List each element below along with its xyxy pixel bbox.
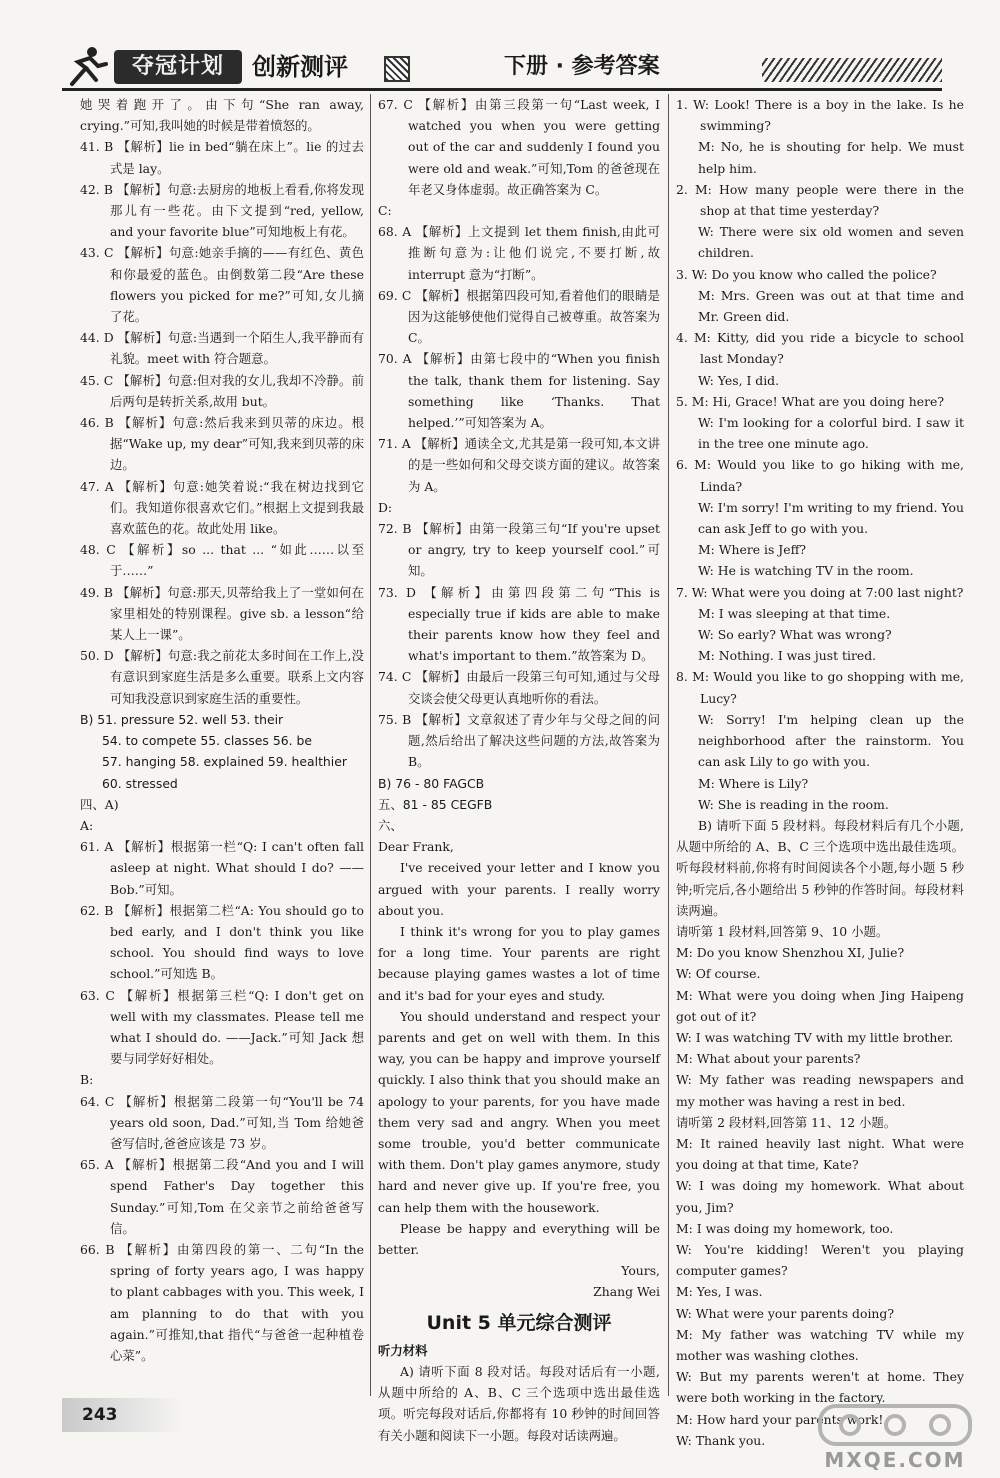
answer-item: 61. A 【解析】根据第一栏“Q: I can't often fall asleep at night. What should I do? ——Bob.”可知。: [80, 839, 364, 897]
letter-paragraph: I've received your letter and I know you argued with your parents. I really worry about you.: [378, 860, 660, 918]
watermark-logo-icon: [800, 1400, 990, 1450]
dialogue-line: M: Do you know Shenzhou XI, Julie?: [676, 945, 905, 961]
watermark-text: MXQE.COM: [824, 1448, 966, 1472]
dialogue-line: M: Mrs. Green was out at that time and Mr. Green did.: [698, 287, 964, 325]
dialogue-line: W: My father was reading newspapers and my mother was having a rest in bed.: [676, 1072, 964, 1109]
answer-column-2: [378, 94, 660, 1446]
page-number: 243: [62, 1398, 182, 1432]
runner-logo-icon: [62, 44, 110, 88]
answer-item: 66. B 【解析】由第四段的第一、二句“In the spring of forty years ago, I was happy to plant cabbages with you. This week, I am planning to do that with you again.”可推知,that 指代“与爸爸一起种植卷心菜”。: [80, 1241, 364, 1363]
answer-column-3: [676, 94, 964, 1451]
dialogue-line: M: Nothing. I was just tired.: [698, 648, 877, 664]
dialogue-line: M: What about your parents?: [676, 1051, 861, 1067]
page-header: [62, 40, 942, 92]
answer-column-1: [80, 94, 364, 1366]
answer-key-line: 五、81 - 85 CEGFB: [378, 796, 493, 812]
brand-name: 夺冠计划: [114, 50, 242, 84]
letter-signature: Zhang Wei: [593, 1284, 660, 1300]
answer-item: 46. B 【解析】句意:然后我来到贝蒂的床边。根据“Wake up, my dear”可知,我来到贝蒂的床边。: [80, 415, 364, 473]
answer-item: 47. A 【解析】句意:她笑着说:“我在树边找到它们。我知道你很喜欢它们。”根据上文提到我最喜欢蓝色的花。故此处用 like。: [80, 478, 364, 537]
letter-salutation: Dear Frank,: [378, 839, 454, 855]
dialogue-line: 7. W: What were you doing at 7:00 last night?: [676, 584, 964, 600]
dialogue-line: W: Sorry! I'm helping clean up the neighborhood after the rainstorm. You can ask Lily to go with you.: [698, 711, 964, 770]
answer-item: 65. A 【解析】根据第二段“And you and I will spend Father's Day together this Sunday.”可知,Tom 在父亲节之前给爸爸写信。: [80, 1157, 364, 1236]
dialogue-line: W: She is reading in the room.: [698, 796, 889, 812]
answer-item: 42. B 【解析】句意:去厨房的地板上看看,你将发现那儿有一些花。由下文提到“red, yellow, and your favorite blue”可知地板上有花。: [80, 181, 364, 240]
fill-in-answers: 54. to compete 55. classes 56. be: [102, 733, 312, 749]
answer-item: 69. C 【解析】根据第四段可知,看着他们的眼睛是因为这能够使他们觉得自己被尊重。故答案为 C。: [378, 287, 660, 346]
dialogue-line: W: He is watching TV in the room.: [698, 563, 914, 579]
answer-item: 45. C 【解析】句意:但对我的女儿,我却不冷静。前后两句是转折关系,故用 but。: [80, 372, 364, 409]
dialogue-line: M: No, he is shouting for help. We must help him.: [698, 139, 964, 176]
letter-paragraph: I think it's wrong for you to play games for a long time. Your parents are right because playing games wastes a lot of time and it's bad for your eyes and study.: [378, 923, 660, 1003]
material-heading: 请听第 1 段材料,回答第 9、10 小题。: [676, 923, 889, 939]
dialogue-line: 2. M: How many people were there in the shop at that time yesterday?: [676, 181, 964, 219]
dialogue-line: M: I was doing my homework, too.: [676, 1220, 894, 1236]
answer-item: 75. B 【解析】文章叙述了青少年与父母之间的问题,然后给出了解决这些问题的方法,故答案为 B。: [378, 711, 660, 770]
dialogue-line: M: I was sleeping at that time.: [698, 605, 891, 621]
answer-item: 67. C 【解析】由第三段第一句“Last week, I watched you when you were getting out of the car and suddenly I found you were old and weak.”可知,Tom 的爸爸现在年老又身体虚弱。故正确答案为 C。: [378, 97, 660, 197]
answer-item: 43. C 【解析】句意:她亲手摘的——有红色、黄色和你最爱的蓝色。由倒数第二段“Are these flowers you picked for me?”可知,女儿摘了花。: [80, 245, 364, 325]
dialogue-line: M: Yes, I was.: [676, 1284, 763, 1300]
dialogue-line: M: Where is Lily?: [698, 775, 809, 791]
dialogue-line: 8. M: Would you like to go shopping with me, Lucy?: [676, 669, 964, 706]
page-section-title: 下册 · 参考答案: [504, 54, 660, 79]
dialogue-line: W: I'm sorry! I'm writing to my friend. You can ask Jeff to go with you.: [698, 499, 964, 537]
answer-item: 41. B 【解析】lie in bed“躺在床上”。lie 的过去式是 lay。: [80, 139, 364, 176]
letter-closing: Yours,: [621, 1263, 660, 1279]
letter-paragraph: You should understand and respect your parents and get on well with them. In this way, you can be happy and improve yourself quickly. I also think that you should make an apology to your parents, for you have made them very sad and angry. When you meet some trouble, you'd better communicate with them. Don't play games anymore, study hard and never give up. If you're free, you can help them with the housework.: [378, 1008, 660, 1215]
dialogue-line: M: What were you doing when Jing Haipeng got out of it?: [676, 987, 964, 1024]
dialogue-line: 1. W: Look! There is a boy in the lake. Is he swimming?: [676, 97, 964, 134]
section-label: D:: [378, 499, 393, 515]
dialogue-line: W: I was watching TV with my little brother.: [676, 1029, 954, 1045]
dialogue-line: W: Of course.: [676, 966, 761, 982]
dialogue-line: W: There were six old women and seven children.: [698, 224, 964, 261]
answer-item: 44. D 【解析】句意:当遇到一个陌生人,我平静而有礼貌。meet with 符合题意。: [80, 330, 364, 367]
section-label: A:: [80, 817, 94, 833]
listening-section-title: 听力材料: [378, 1342, 428, 1358]
answer-item: 64. C 【解析】根据第二段第一句“You'll be 74 years old soon, Dad.”可知,当 Tom 给她爸爸写信时,爸爸应该是 73 岁。: [80, 1093, 364, 1151]
dialogue-line: W: I'm looking for a colorful bird. I saw it in the tree one minute ago.: [698, 415, 964, 452]
section-label: B:: [80, 1072, 94, 1088]
dialogue-line: W: So early? What was wrong?: [698, 627, 892, 643]
listening-instructions: B) 请听下面 5 段材料。每段材料后有几个小题,从题中所给的 A、B、C 三个选项中选出最佳选项。听每段材料前,你将有时间阅读各个小题,每小题 5 秒钟;听完后,各小题给出 5 秒钟的作答时间。每段材料读两遍。: [676, 817, 964, 918]
section-label: 六、: [378, 817, 403, 833]
answer-item: 50. D 【解析】句意:我之前花太多时间在工作上,没有意识到家庭生活是多么重要。联系上文内容可知我没意识到家庭生活的重要性。: [80, 648, 364, 706]
header-hatch-decoration: [762, 58, 942, 82]
answer-item: 49. B 【解析】句意:那天,贝蒂给我上了一堂如何在家里相处的特别课程。give sb. a lesson“给某人上一课”。: [80, 584, 364, 643]
letter-paragraph: Please be happy and everything will be better.: [378, 1220, 660, 1257]
dialogue-line: W: Thank you.: [676, 1432, 766, 1448]
listening-instructions: A) 请听下面 8 段对话。每段对话后有一小题,从题中所给的 A、B、C 三个选项中选出最佳选项。听完每段对话后,你都将有 10 秒钟的时间回答有关小题和阅读下一小题。每段对话读两遍。: [378, 1363, 660, 1443]
dialogue-line: 3. W: Do you know who called the police?: [676, 266, 937, 282]
dialogue-line: W: Yes, I did.: [698, 372, 780, 388]
answer-item: 68. A 【解析】上文提到 let them finish,由此可推断句意为:让他们说完,不要打断,故 interrupt 意为“打断”。: [378, 224, 660, 282]
book-icon: [384, 56, 410, 82]
dialogue-line: 5. M: Hi, Grace! What are you doing here?: [676, 393, 945, 409]
material-heading: 请听第 2 段材料,回答第 11、12 小题。: [676, 1114, 897, 1130]
answer-item: 62. B 【解析】根据第二栏“A: You should go to bed early, and I don't think you like school. You should find ways to love school.”可知选 B。: [80, 902, 364, 982]
answer-item: 48. C 【解析】so ... that ... “如此……以至于……”: [80, 542, 364, 579]
dialogue-line: W: What were your parents doing?: [676, 1305, 894, 1321]
dialogue-line: M: My father was watching TV while my mother was washing clothes.: [676, 1326, 964, 1363]
section-label: 四、A): [80, 796, 119, 812]
fill-in-answers: 60. stressed: [102, 775, 178, 791]
fill-in-answers: B) 51. pressure 52. well 53. their: [80, 711, 284, 727]
dialogue-line: W: You're kidding! Weren't you playing computer games?: [676, 1241, 964, 1279]
brand-subtitle: 创新测评: [252, 53, 348, 81]
fill-in-answers: 57. hanging 58. explained 59. healthier: [102, 754, 347, 770]
dialogue-line: 6. M: Would you like to go hiking with me, Linda?: [676, 457, 964, 494]
column-divider: [668, 94, 669, 1396]
section-label: C:: [378, 203, 392, 219]
answer-item: 72. B 【解析】由第一段第三句“If you're upset or angry, try to keep yourself cool.”可知。: [378, 521, 660, 579]
header-rule: [62, 88, 942, 91]
answer-item: 63. C 【解析】根据第三栏“Q: I don't get on well with my classmates. Please tell me what I should do. ——Jack.”可知 Jack 想要与同学好好相处。: [80, 987, 364, 1067]
unit-title: Unit 5 单元综合测评: [426, 1311, 612, 1334]
dialogue-line: M: Where is Jeff?: [698, 542, 807, 558]
answer-key-line: B) 76 - 80 FAGCB: [378, 775, 485, 791]
answer-item: 73. D 【解析】由第四段第二句“This is especially true if kids are able to make their parents know how they feel and what's important to them.”故答案为 D。: [378, 584, 660, 664]
column-divider: [370, 94, 371, 1396]
dialogue-line: M: How hard your parents work!: [676, 1411, 884, 1427]
dialogue-line: W: But my parents weren't at home. They were both working in the factory.: [676, 1369, 964, 1406]
answer-item: 71. A 【解析】通读全文,尤其是第一段可知,本文讲的是一些如何和父母交谈方面的建议。故答案为 A。: [378, 436, 660, 494]
answer-item: 70. A 【解析】由第七段中的“When you finish the talk, thank them for listening. Say something like ‘Thanks. That helped.’”可知答案为 A。: [378, 351, 660, 431]
dialogue-line: W: I was doing my homework. What about you, Jim?: [676, 1178, 964, 1215]
dialogue-line: M: It rained heavily last night. What were you doing at that time, Kate?: [676, 1135, 964, 1173]
dialogue-line: 4. M: Kitty, did you ride a bicycle to school last Monday?: [676, 330, 964, 367]
answer-text: 她哭着跑开了。由下句“She ran away, crying.”可知,我叫她的时候是带着愤怒的。: [80, 97, 364, 134]
site-watermark: [800, 1400, 990, 1470]
answer-item: 74. C 【解析】由最后一段第三句可知,通过与父母交谈会使父母更认真地听你的看法。: [378, 669, 660, 706]
